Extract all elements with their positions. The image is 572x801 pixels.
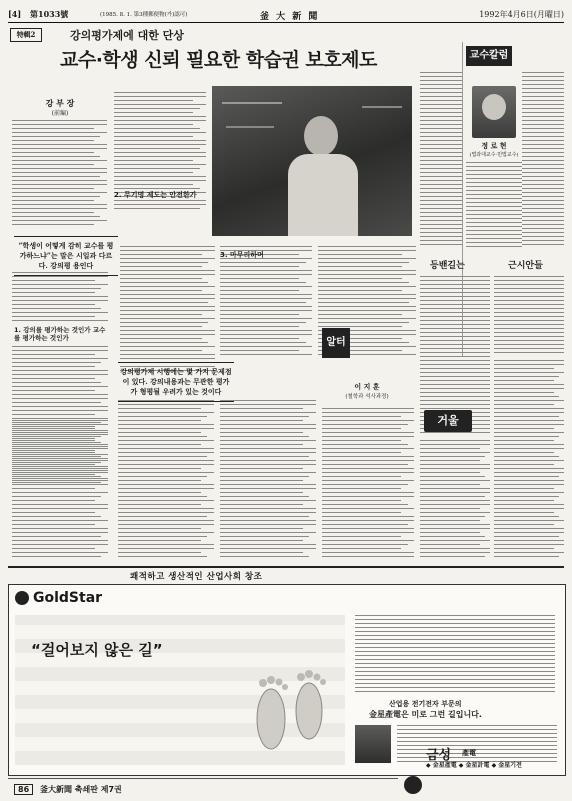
ad-main-slogan: “걸어보지 않은 길” (31, 641, 163, 659)
mirror-author: 이 지 훈 (354, 382, 380, 391)
professor-photo (212, 86, 412, 236)
feature-tag: 特輯2 (10, 28, 42, 42)
article-text-lower4 (322, 408, 414, 560)
article-text-lower6 (494, 360, 564, 560)
page-header (8, 6, 564, 23)
article-text-lower1 (12, 420, 108, 560)
ad-ceo-text (397, 725, 557, 765)
article-text-lower5 (420, 440, 490, 560)
column-text-b (522, 72, 564, 252)
ad-right-heading: 산업용 전기전자 부문의 (389, 700, 462, 708)
footprint-icon (241, 649, 337, 759)
article-text-lower2 (118, 400, 214, 560)
columnist-role: (법과대교수·민법교수) (469, 152, 519, 158)
company-hanja: 產電 (462, 749, 476, 757)
company-tag: ◆ 金星產電 ◆ 金星計電 ◆ 金星기전 (426, 762, 522, 769)
footer-paper: 釜大新聞 축쇄판 제7권 (40, 785, 122, 794)
section-1-heading: 1. 강의를 평가하는 것인가 교수를 평가하는 것인가 (14, 326, 106, 342)
pull-quote-1: “학생이 어떻게 감히 교수를 평가하느냐”는 말은 시일과 다르다. 강의평 용인다 (14, 236, 118, 276)
column-text-e (494, 276, 564, 356)
professor-column-badge: 교수칼럼 (466, 46, 512, 66)
column-title-1: 등밴길는 (430, 261, 465, 271)
issue-number: 第1033號 (30, 9, 69, 19)
ad-body-text (355, 615, 555, 695)
pull-quote-2: 강의평가제 시행에는 몇 가지 문제점이 있다. 강의내용과는 무관한 평가가 형평될 우려가 있는 것이다 (118, 362, 234, 402)
mirror-badge: 알터 (322, 328, 350, 358)
ad-brand: GoldStar (33, 590, 103, 606)
page-number: 86 (14, 784, 33, 795)
columnist-name: 정 로 현 (481, 141, 507, 150)
column-text-a (420, 72, 462, 252)
mirror-author-role: (철학과 석사과정) (345, 394, 389, 400)
section-2-heading: 2. 무기명 제도는 안전한가 (114, 191, 197, 199)
column-title-2: 근시안들 (508, 261, 543, 271)
section-number: [4] (8, 9, 22, 19)
byline-name: 강 부 장 (45, 98, 75, 108)
goldstar-ad (8, 584, 566, 776)
feature-subtitle: 강의평가제에 대한 단상 (70, 29, 184, 42)
ceo-photo (355, 725, 391, 763)
mirror2-badge: 거울 (424, 410, 472, 432)
feature-headline: 교수·학생 신뢰 필요한 학습권 보호제도 (60, 49, 377, 71)
publisher-note: (1985. 8. 1. 第3種郵便物(가)認可) (100, 12, 188, 18)
company-name: 금성 (426, 748, 452, 763)
article-text-lower3 (220, 400, 316, 560)
columnist-photo (472, 86, 516, 138)
issue-date: 1992年4月6日(月曜日) (479, 10, 564, 19)
article-text-col4 (220, 246, 312, 360)
article-text-col3 (120, 246, 215, 376)
gs-logo-icon (404, 776, 422, 794)
ad-right-heading2: 金星產電은 미로 그런 길입니다. (369, 710, 482, 719)
article-text-col1a (12, 272, 108, 324)
column-text-c (466, 162, 522, 252)
paper-name: 釜 大 新 聞 (260, 12, 320, 22)
byline-role: (前編) (51, 110, 69, 117)
ad-top-slogan: 쾌적하고 생산적인 산업사회 창조 (130, 572, 263, 582)
goldstar-logo-icon (15, 591, 29, 605)
section-3-heading: 3. 마무리하며 (220, 251, 264, 259)
article-text-col1 (12, 120, 107, 230)
